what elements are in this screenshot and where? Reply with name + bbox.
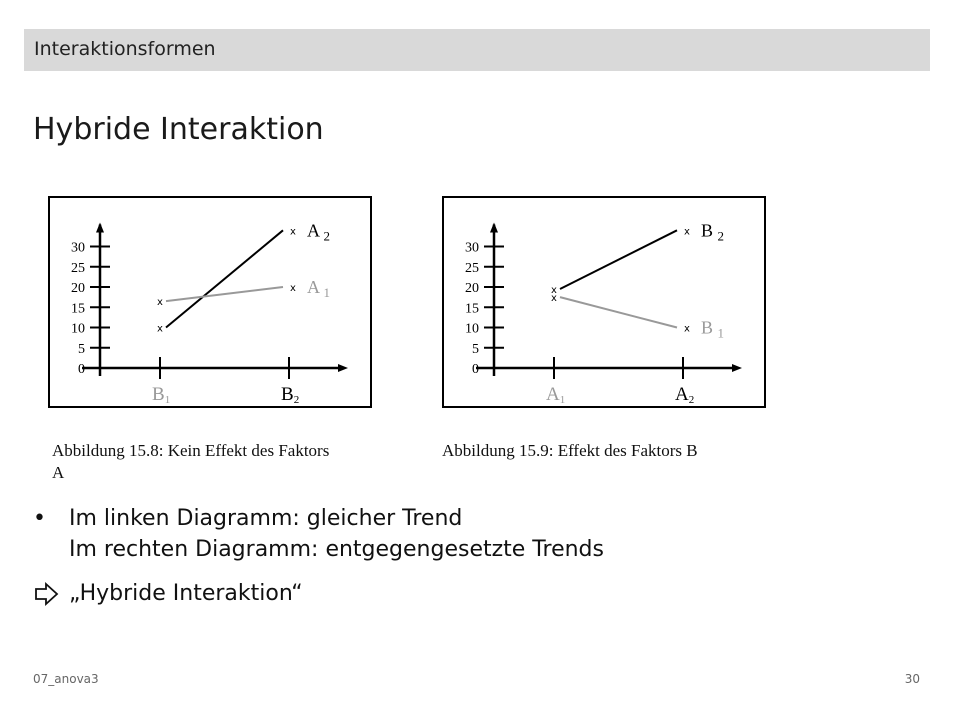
caption-left-line: A [52, 463, 65, 482]
x-tick-label: B1 [152, 384, 171, 406]
hollow-arrow-icon [34, 578, 60, 617]
data-point-marker: x [551, 285, 557, 297]
y-tick-label: 25 [71, 260, 85, 276]
bullet-line: Im rechten Diagramm: entgegengesetzte Trends [69, 537, 604, 562]
y-tick-label: 10 [71, 321, 85, 337]
data-point-marker: x [290, 283, 296, 294]
y-tick-label: 0 [78, 362, 85, 377]
x-tick-label: A1 [546, 384, 566, 406]
chart-right-svg [442, 196, 766, 408]
y-tick-label: 30 [71, 240, 85, 256]
chart-left [48, 196, 372, 408]
data-point-marker: x [157, 297, 163, 309]
y-axis-arrow-icon [490, 223, 498, 233]
data-point-marker: x [157, 323, 163, 335]
series-label: A $_2$ [307, 220, 331, 244]
series-label: B $_2$ [701, 220, 725, 244]
section-title: Interaktionsformen [34, 38, 216, 60]
y-tick-label: 5 [78, 341, 85, 357]
chart-right [442, 196, 766, 408]
caption-right [442, 440, 822, 462]
footer-filename: 07_anova3 [33, 672, 99, 686]
y-tick-label: 15 [71, 301, 85, 317]
bullet-line: Im linken Diagramm: gleicher Trend [69, 506, 463, 531]
page-number: 30 [904, 672, 920, 686]
caption-left-line: Abbildung 15.8: Kein Effekt des Faktors [52, 441, 330, 460]
caption-left [52, 440, 424, 484]
y-tick-label: 30 [465, 240, 479, 256]
y-tick-label: 5 [472, 341, 479, 357]
slide-title: Hybride Interaktion [33, 112, 324, 147]
y-tick-label: 25 [465, 260, 479, 276]
series-line-b1 [560, 297, 677, 327]
y-tick-label: 20 [465, 281, 479, 296]
data-point-marker: x [684, 323, 690, 335]
bullet-item [33, 503, 913, 565]
x-axis-arrow-icon [338, 364, 348, 372]
x-axis-arrow-icon [732, 364, 742, 372]
y-axis-arrow-icon [96, 223, 104, 233]
y-tick-label: 15 [465, 301, 479, 317]
chart-left-svg [48, 196, 372, 408]
series-label: B $_1$ [701, 317, 725, 341]
series-label: A $_1$ [307, 277, 331, 300]
header-bar [24, 29, 930, 71]
y-tick-label: 10 [465, 321, 479, 337]
bullet-dot-icon: • [33, 506, 46, 531]
x-tick-label: B2 [281, 384, 300, 406]
conclusion-text: „Hybride Interaktion“ [69, 581, 303, 606]
series-line-a2 [166, 230, 283, 327]
series-line-a1 [166, 287, 283, 301]
bullet-list [33, 503, 913, 609]
data-point-marker: x [290, 226, 296, 238]
caption-right-line: Abbildung 15.9: Effekt des Faktors B [442, 441, 698, 460]
conclusion-row [33, 578, 913, 609]
data-point-marker: x [684, 226, 690, 238]
data-point-marker: x [551, 293, 557, 305]
x-tick-label: A2 [675, 384, 695, 406]
y-tick-label: 0 [472, 362, 479, 377]
series-line-b2 [560, 230, 677, 289]
y-tick-label: 20 [71, 281, 85, 296]
